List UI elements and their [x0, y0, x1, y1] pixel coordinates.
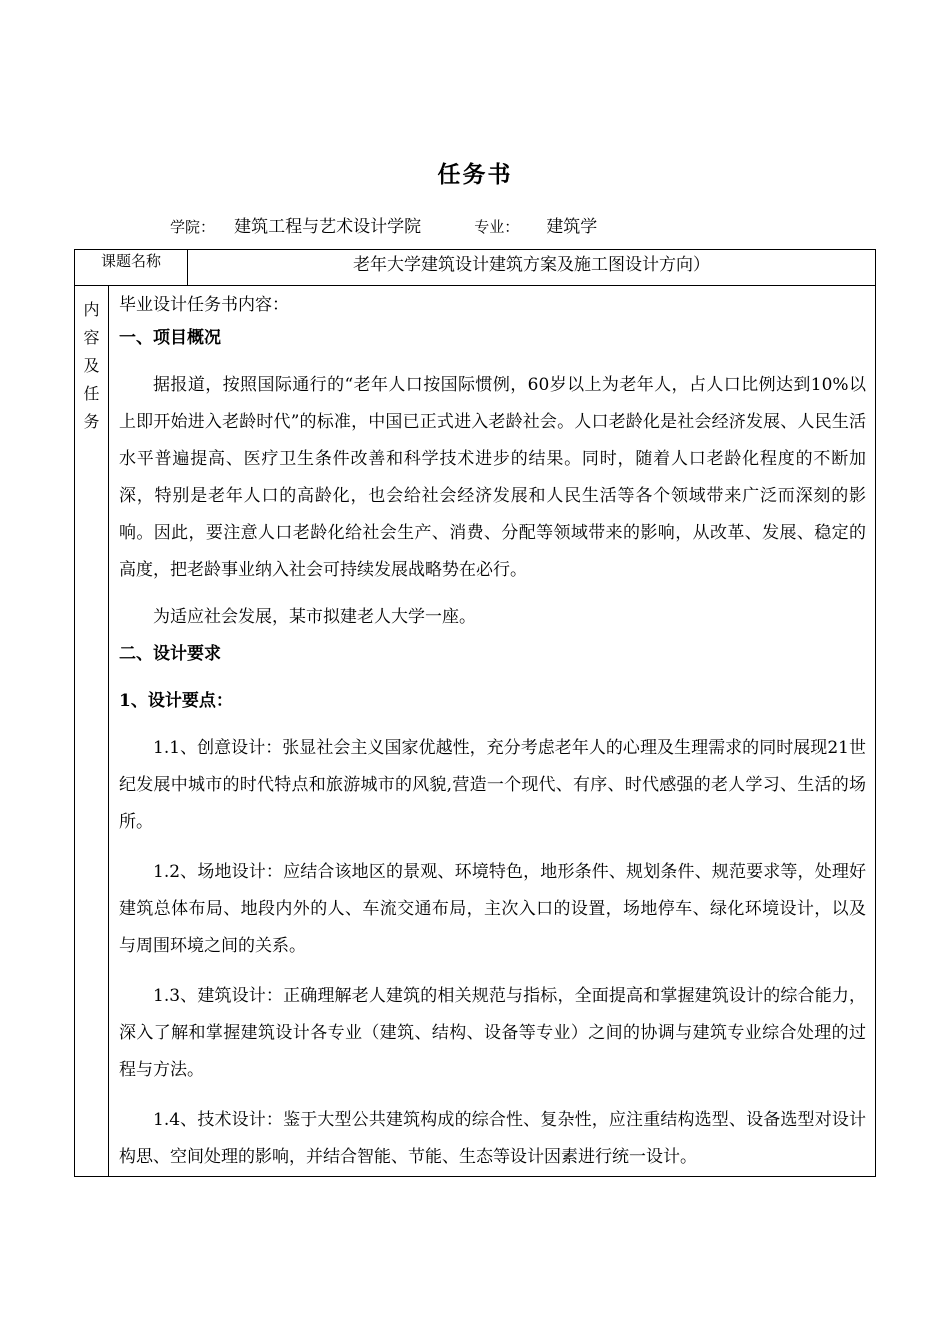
side-char: 内: [83, 300, 100, 319]
topic-row: [75, 250, 876, 286]
side-char: 及: [83, 356, 100, 375]
side-char: 容: [83, 328, 100, 347]
side-char: 务: [83, 412, 100, 431]
content-cell: [109, 286, 876, 1177]
college-value: 建筑工程与艺术设计学院: [234, 217, 422, 237]
section-heading-requirements: 二、设计要求: [119, 644, 221, 664]
task-table: [74, 249, 876, 286]
side-label: [75, 286, 109, 1177]
item-architectural-design: 1.3、建筑设计：正确理解老人建筑的相关规范与指标，全面提高和掌握建筑设计的综合能力，深入了解和掌握建筑设计各专业（建筑、结构、设备等专业）之间的协调与建筑专业综合处理的过程与方法。: [119, 986, 866, 1080]
subsection-heading: 1、设计要点：: [119, 691, 233, 711]
topic-value: 老年大学建筑设计建筑方案及施工图设计方向）: [188, 250, 876, 286]
college-label: 学院：: [170, 218, 216, 236]
item-site-design: 1.2、场地设计：应结合该地区的景观、环境特色，地形条件、规划条件、规范要求等，处理好建筑总体布局、地段内外的人、车流交通布局，主次入口的设置，场地停车、绿化环境设计，以及与周围环境之间的关系。: [119, 862, 866, 956]
topic-label: 课题名称: [75, 250, 188, 286]
major-label: 专业：: [474, 218, 520, 236]
document-title: 任务书: [437, 161, 513, 188]
paragraph-overview: 据报道，按照国际通行的“老年人口按国际惯例，60岁以上为老年人，占人口比例达到10%以上即开始进入老龄时代”的标准，中国已正式进入老龄社会。人口老龄化是社会经济发展、人民生活水平普遍提高、医疗卫生条件改善和科学技术进步的结果。同时，随着人口老龄化程度的不断加深，特别是老年人口的高龄化，也会给社会经济发展和人民生活等各个领域带来广泛而深刻的影响。因此，要注意人口老龄化给社会生产、消费、分配等领域带来的影响，从改革、发展、稳定的高度，把老龄事业纳入社会可持续发展战略势在必行。: [119, 375, 866, 580]
paragraph-purpose: 为适应社会发展，某市拟建老人大学一座。: [153, 607, 476, 627]
section-heading-overview: 一、项目概况: [119, 328, 221, 348]
major-value: 建筑学: [546, 217, 598, 237]
item-creative-design: 1.1、创意设计：张显社会主义国家优越性，充分考虑老年人的心理及生理需求的同时展现21世纪发展中城市的时代特点和旅游城市的风貌,营造一个现代、有序、时代感强的老人学习、生活的场所。: [119, 738, 866, 832]
meta-line: [170, 212, 597, 237]
content-table: [74, 285, 876, 1177]
content-row: [75, 286, 876, 1177]
side-char: 任: [83, 384, 100, 403]
item-technical-design: 1.4、技术设计：鉴于大型公共建筑构成的综合性、复杂性，应注重结构选型、设备选型对设计构思、空间处理的影响，并结合智能、节能、生态等设计因素进行统一设计。: [119, 1110, 866, 1167]
intro-line: 毕业设计任务书内容：: [119, 295, 289, 315]
